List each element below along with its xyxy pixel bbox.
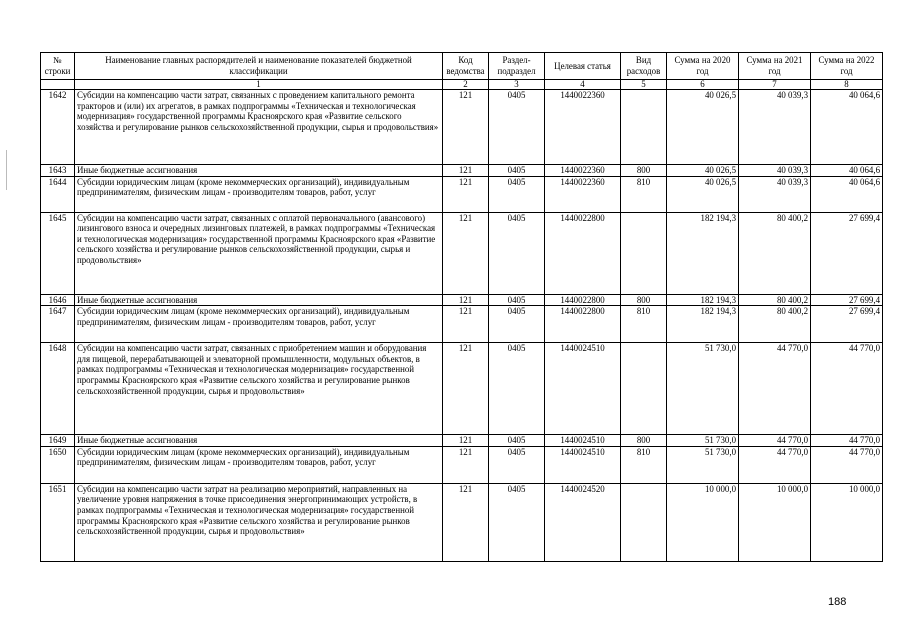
- row-dept-code: 121: [443, 435, 489, 447]
- row-dept-code: 121: [443, 165, 489, 177]
- row-target: 1440022360: [545, 176, 621, 212]
- header-name: Наименование главных распорядителей и наименование показателей бюджетной классификации: [75, 53, 443, 80]
- row-sum-2021: 44 770,0: [739, 343, 811, 435]
- row-sum-2022: 40 064,6: [811, 165, 883, 177]
- row-target: 1440022800: [545, 294, 621, 306]
- row-dept-code: 121: [443, 176, 489, 212]
- header-dept-code: Код ведомства: [443, 53, 489, 80]
- table-row: [41, 90, 883, 165]
- column-number: 7: [739, 80, 811, 90]
- column-number: 2: [443, 80, 489, 90]
- row-section: 0405: [489, 165, 545, 177]
- header-sum-2020: Сумма на 2020 год: [667, 53, 739, 80]
- table-row: [41, 435, 883, 447]
- row-target: 1440024510: [545, 343, 621, 435]
- row-sum-2021: 80 400,2: [739, 294, 811, 306]
- header-expense-type: Вид расходов: [621, 53, 667, 80]
- row-sum-2020: 51 730,0: [667, 343, 739, 435]
- row-name: Иные бюджетные ассигнования: [75, 294, 443, 306]
- row-sum-2020: 40 026,5: [667, 90, 739, 165]
- row-section: 0405: [489, 90, 545, 165]
- row-sum-2020: 40 026,5: [667, 165, 739, 177]
- row-target: 1440022800: [545, 212, 621, 294]
- row-expense-type: 800: [621, 165, 667, 177]
- row-expense-type: 800: [621, 435, 667, 447]
- row-section: 0405: [489, 446, 545, 483]
- row-sum-2020: 40 026,5: [667, 176, 739, 212]
- table-body: [41, 90, 883, 562]
- header-sum-2022: Сумма на 2022 год: [811, 53, 883, 80]
- row-section: 0405: [489, 343, 545, 435]
- row-sum-2020: 51 730,0: [667, 446, 739, 483]
- table-row: [41, 446, 883, 483]
- row-expense-type: 800: [621, 294, 667, 306]
- row-target: 1440024510: [545, 446, 621, 483]
- header-sum-2021: Сумма на 2021 год: [739, 53, 811, 80]
- column-number: 6: [667, 80, 739, 90]
- header-target: Целевая статья: [545, 53, 621, 80]
- row-name: Субсидии на компенсацию части затрат, связанных с проведением капитального ремонта тракторов и (или) их агрегатов, в рамках подпрограммы «Техническая и технологическая модернизация» государственной программы Красноярского края «Развитие сельского хозяйства и регулирование рынков сельскохозяйственной продукции, сырья и продовольствия»: [75, 90, 443, 165]
- row-section: 0405: [489, 176, 545, 212]
- row-number: 1648: [41, 343, 75, 435]
- row-sum-2020: 182 194,3: [667, 294, 739, 306]
- row-section: 0405: [489, 212, 545, 294]
- row-section: 0405: [489, 306, 545, 343]
- scan-margin-mark: [6, 150, 7, 190]
- row-sum-2022: 40 064,6: [811, 90, 883, 165]
- row-sum-2021: 10 000,0: [739, 483, 811, 561]
- column-number: 1: [75, 80, 443, 90]
- row-expense-type: [621, 90, 667, 165]
- column-number: 3: [489, 80, 545, 90]
- row-name: Субсидии на компенсацию части затрат, связанных с оплатой первоначального (авансового) лизингового взноса и очередных лизинговых платежей, в рамках подпрограммы «Техническая и технологическая модернизация» государственной программы Красноярского края «Развитие сельского хозяйства и регулирование рынков сельскохозяйственной продукции, сырья и продовольствия»: [75, 212, 443, 294]
- column-number: 5: [621, 80, 667, 90]
- row-dept-code: 121: [443, 343, 489, 435]
- row-sum-2022: 27 699,4: [811, 294, 883, 306]
- row-sum-2020: 182 194,3: [667, 306, 739, 343]
- row-sum-2020: 10 000,0: [667, 483, 739, 561]
- row-number: 1642: [41, 90, 75, 165]
- row-expense-type: [621, 343, 667, 435]
- page-number: 188: [828, 596, 847, 608]
- table-header: [41, 53, 883, 90]
- table-row: [41, 306, 883, 343]
- row-number: 1650: [41, 446, 75, 483]
- row-dept-code: 121: [443, 483, 489, 561]
- row-sum-2021: 80 400,2: [739, 306, 811, 343]
- row-target: 1440022800: [545, 306, 621, 343]
- row-name: Иные бюджетные ассигнования: [75, 435, 443, 447]
- row-sum-2021: 40 039,3: [739, 176, 811, 212]
- column-number: [41, 80, 75, 90]
- header-row-no: № строки: [41, 53, 75, 80]
- table-row: [41, 212, 883, 294]
- row-target: 1440022360: [545, 90, 621, 165]
- row-sum-2020: 182 194,3: [667, 212, 739, 294]
- row-number: 1651: [41, 483, 75, 561]
- column-numbers-row: [41, 80, 883, 90]
- row-section: 0405: [489, 435, 545, 447]
- row-dept-code: 121: [443, 446, 489, 483]
- row-section: 0405: [489, 294, 545, 306]
- table-row: [41, 176, 883, 212]
- row-number: 1647: [41, 306, 75, 343]
- row-number: 1645: [41, 212, 75, 294]
- row-expense-type: 810: [621, 446, 667, 483]
- row-sum-2022: 44 770,0: [811, 446, 883, 483]
- table-row: [41, 165, 883, 177]
- row-name: Субсидии на компенсацию части затрат, связанных с приобретением машин и оборудования для пищевой, перерабатывающей и элеваторной промышленности, модульных объектов, в рамках подпрограммы «Техническая и технологическая модернизация» государственной программы Красноярского края «Развитие сельского хозяйства и регулирование рынков сельскохозяйственной продукции, сырья и продовольствия»: [75, 343, 443, 435]
- column-number: 4: [545, 80, 621, 90]
- row-sum-2021: 40 039,3: [739, 90, 811, 165]
- table-row: [41, 294, 883, 306]
- row-expense-type: [621, 483, 667, 561]
- row-expense-type: 810: [621, 176, 667, 212]
- budget-table: [40, 52, 883, 562]
- row-sum-2020: 51 730,0: [667, 435, 739, 447]
- column-number: 8: [811, 80, 883, 90]
- row-sum-2022: 44 770,0: [811, 343, 883, 435]
- row-number: 1649: [41, 435, 75, 447]
- table-row: [41, 483, 883, 561]
- row-sum-2021: 40 039,3: [739, 165, 811, 177]
- row-number: 1643: [41, 165, 75, 177]
- row-number: 1646: [41, 294, 75, 306]
- row-name: Субсидии на компенсацию части затрат на реализацию мероприятий, направленных на увеличение уровня напряжения в точке присоединения энергопринимающих устройств, в рамках подпрограммы «Техническая и технологическая модернизация» государственной программы Красноярского края «Развитие сельского хозяйства и регулирование рынков сельскохозяйственной продукции, сырья и продовольствия»: [75, 483, 443, 561]
- row-target: 1440022360: [545, 165, 621, 177]
- row-name: Субсидии юридическим лицам (кроме некоммерческих организаций), индивидуальным предпринимателям, физическим лицам - производителям товаров, работ, услуг: [75, 176, 443, 212]
- row-name: Иные бюджетные ассигнования: [75, 165, 443, 177]
- row-sum-2022: 10 000,0: [811, 483, 883, 561]
- row-sum-2021: 44 770,0: [739, 435, 811, 447]
- row-expense-type: [621, 212, 667, 294]
- row-sum-2022: 27 699,4: [811, 212, 883, 294]
- row-dept-code: 121: [443, 90, 489, 165]
- row-sum-2021: 44 770,0: [739, 446, 811, 483]
- header-section: Раздел-подраздел: [489, 53, 545, 80]
- row-target: 1440024520: [545, 483, 621, 561]
- row-name: Субсидии юридическим лицам (кроме некоммерческих организаций), индивидуальным предпринимателям, физическим лицам - производителям товаров, работ, услуг: [75, 306, 443, 343]
- row-sum-2021: 80 400,2: [739, 212, 811, 294]
- row-target: 1440024510: [545, 435, 621, 447]
- row-sum-2022: 40 064,6: [811, 176, 883, 212]
- table-row: [41, 343, 883, 435]
- row-sum-2022: 27 699,4: [811, 306, 883, 343]
- row-dept-code: 121: [443, 212, 489, 294]
- row-number: 1644: [41, 176, 75, 212]
- row-dept-code: 121: [443, 294, 489, 306]
- row-dept-code: 121: [443, 306, 489, 343]
- row-section: 0405: [489, 483, 545, 561]
- row-sum-2022: 44 770,0: [811, 435, 883, 447]
- row-name: Субсидии юридическим лицам (кроме некоммерческих организаций), индивидуальным предпринимателям, физическим лицам - производителям товаров, работ, услуг: [75, 446, 443, 483]
- row-expense-type: 810: [621, 306, 667, 343]
